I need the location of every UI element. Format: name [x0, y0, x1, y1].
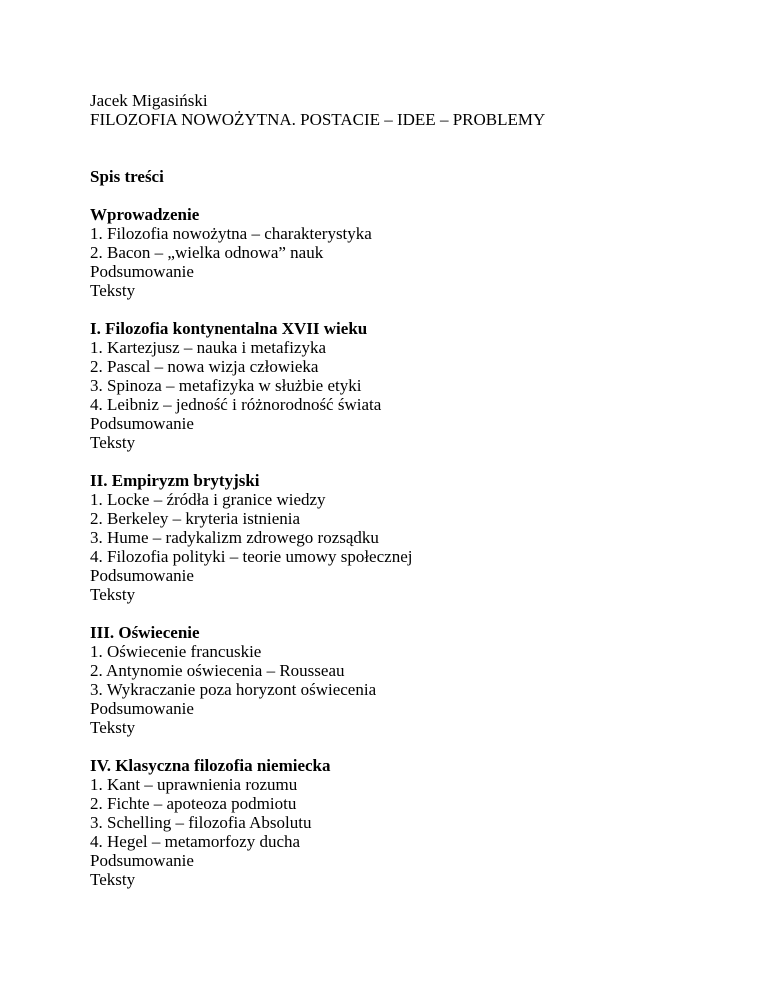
- toc-entry: 4. Leibniz – jedność i różnorodność świata: [90, 395, 382, 414]
- section-heading: Wprowadzenie: [90, 205, 200, 224]
- toc-entry: 1. Locke – źródła i granice wiedzy: [90, 490, 326, 509]
- toc-section-2: [90, 471, 710, 604]
- toc-entry: Teksty: [90, 718, 136, 737]
- toc-entry: Podsumowanie: [90, 262, 194, 281]
- toc-entry: 1. Kant – uprawnienia rozumu: [90, 775, 298, 794]
- toc-entry: 1. Oświecenie francuskie: [90, 642, 262, 661]
- toc-section-3: [90, 623, 710, 737]
- toc-entry: 3. Hume – radykalizm zdrowego rozsądku: [90, 528, 379, 547]
- toc-heading-block: [90, 167, 710, 186]
- toc-entry: Podsumowanie: [90, 851, 194, 870]
- section-heading: II. Empiryzm brytyjski: [90, 471, 260, 490]
- toc-section-4: [90, 756, 710, 889]
- toc-section-introduction: [90, 205, 710, 300]
- toc-entry: Podsumowanie: [90, 566, 194, 585]
- document-page: [90, 91, 710, 908]
- toc-entry: Podsumowanie: [90, 414, 194, 433]
- book-title: FILOZOFIA NOWOŻYTNA. POSTACIE – IDEE – PROBLEMY: [90, 110, 546, 129]
- document-header: [90, 91, 710, 129]
- author-name: Jacek Migasiński: [90, 91, 208, 110]
- toc-entry: 4. Hegel – metamorfozy ducha: [90, 832, 301, 851]
- toc-entry: 2. Antynomie oświecenia – Rousseau: [90, 661, 345, 680]
- toc-heading: Spis treści: [90, 167, 164, 186]
- toc-entry: 2. Bacon – „wielka odnowa” nauk: [90, 243, 324, 262]
- section-heading: III. Oświecenie: [90, 623, 200, 642]
- toc-entry: 2. Fichte – apoteoza podmiotu: [90, 794, 297, 813]
- toc-entry: 3. Schelling – filozofia Absolutu: [90, 813, 312, 832]
- toc-entry: 1. Kartezjusz – nauka i metafizyka: [90, 338, 327, 357]
- toc-entry: 4. Filozofia polityki – teorie umowy społecznej: [90, 547, 413, 566]
- toc-entry: Teksty: [90, 585, 136, 604]
- toc-entry: Teksty: [90, 433, 136, 452]
- toc-entry: 2. Berkeley – kryteria istnienia: [90, 509, 301, 528]
- section-heading: I. Filozofia kontynentalna XVII wieku: [90, 319, 368, 338]
- toc-entry: 1. Filozofia nowożytna – charakterystyka: [90, 224, 372, 243]
- toc-entry: Podsumowanie: [90, 699, 194, 718]
- toc-entry: 3. Spinoza – metafizyka w służbie etyki: [90, 376, 362, 395]
- toc-entry: Teksty: [90, 281, 136, 300]
- section-heading: IV. Klasyczna filozofia niemiecka: [90, 756, 331, 775]
- toc-entry: 3. Wykraczanie poza horyzont oświecenia: [90, 680, 377, 699]
- toc-entry: Teksty: [90, 870, 136, 889]
- toc-entry: 2. Pascal – nowa wizja człowieka: [90, 357, 319, 376]
- toc-section-1: [90, 319, 710, 452]
